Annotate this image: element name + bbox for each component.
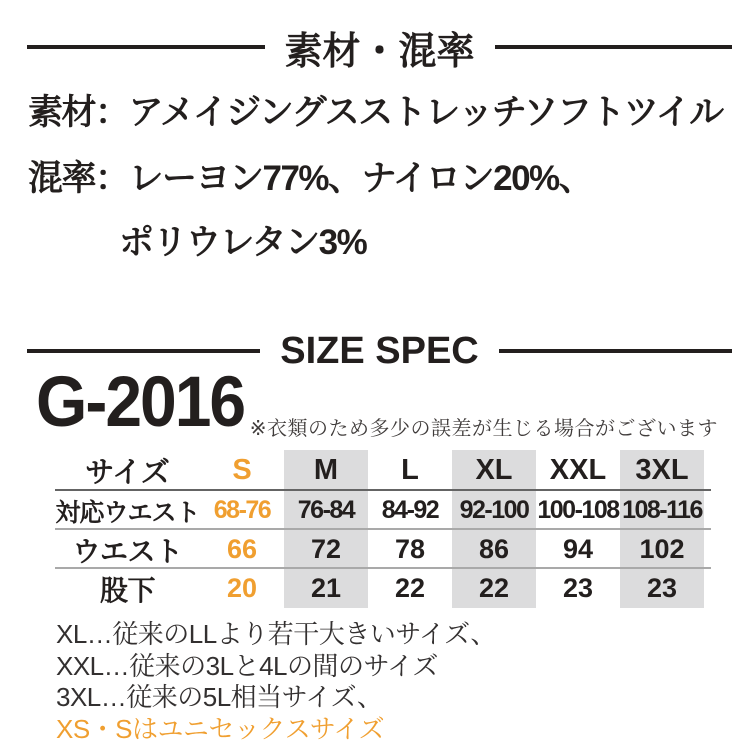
table-cell: 78 bbox=[394, 534, 426, 564]
table-cell: 68-76 bbox=[213, 496, 271, 524]
table-cell: 92-100 bbox=[452, 491, 536, 530]
table-cell: 100-108 bbox=[537, 496, 619, 524]
table-header-label: サイズ bbox=[85, 457, 170, 489]
table-cell: 94 bbox=[562, 534, 594, 564]
table-header-size-s: S bbox=[232, 454, 252, 486]
table-cell: 102 bbox=[620, 530, 704, 569]
table-cell: 20 bbox=[226, 573, 258, 603]
table-separator bbox=[55, 567, 711, 569]
table-cell: 22 bbox=[452, 569, 536, 608]
product-code: G-2016 bbox=[36, 361, 245, 441]
table-cell: 66 bbox=[226, 534, 258, 564]
note-line-3xl: 3XL…従来の5L相当サイズ、 bbox=[56, 682, 383, 712]
table-cell: 22 bbox=[394, 573, 426, 603]
row-label-fit-waist: 対応ウエスト bbox=[55, 498, 200, 527]
header-rule-left bbox=[27, 349, 260, 353]
table-header-size-xxl: XXL bbox=[549, 454, 607, 486]
table-header-size-l: L bbox=[401, 454, 419, 486]
table-header-size-3xl: 3XL bbox=[620, 450, 704, 491]
table-cell: 84-92 bbox=[381, 496, 439, 524]
table-cell: 72 bbox=[284, 530, 368, 569]
table-cell: 23 bbox=[562, 573, 594, 603]
size-disclaimer-note: ※衣類のため多少の誤差が生じる場合がございます bbox=[249, 418, 718, 440]
row-label-inseam: 股下 bbox=[99, 574, 155, 606]
material-section-header bbox=[27, 26, 732, 73]
table-cell: 76-84 bbox=[284, 491, 368, 530]
note-line-unisex: XS・Sはユニセックスサイズ bbox=[56, 713, 385, 744]
material-line: 素材：アメイジングスストレッチソフトツイル bbox=[28, 93, 723, 132]
table-cell: 86 bbox=[452, 530, 536, 569]
header-rule-left bbox=[27, 45, 265, 49]
note-line-xxl: XXL…従来の3Lと4Lの間のサイズ bbox=[56, 650, 438, 681]
note-line-xl: XL…従来のLLより若干大きいサイズ、 bbox=[56, 619, 496, 649]
size-spec-section-title: SIZE SPEC bbox=[280, 329, 479, 372]
row-label-waist: ウエスト bbox=[72, 535, 183, 567]
table-header-size-xl: XL bbox=[452, 450, 536, 491]
table-cell: 23 bbox=[620, 569, 704, 608]
table-header-size-m: M bbox=[284, 450, 368, 491]
table-cell: 108-116 bbox=[620, 491, 704, 530]
blend-ratio-line-1: 混率：レーヨン77%、ナイロン20%、 bbox=[28, 159, 593, 198]
table-cell: 21 bbox=[284, 569, 368, 608]
size-notes bbox=[56, 619, 496, 745]
table-separator bbox=[55, 489, 711, 491]
material-section-title: 素材・混率 bbox=[284, 30, 475, 73]
table-separator bbox=[55, 528, 711, 530]
header-rule-right bbox=[495, 45, 733, 49]
blend-ratio-line-2: ポリウレタン3% bbox=[119, 223, 367, 262]
header-rule-right bbox=[499, 349, 732, 353]
